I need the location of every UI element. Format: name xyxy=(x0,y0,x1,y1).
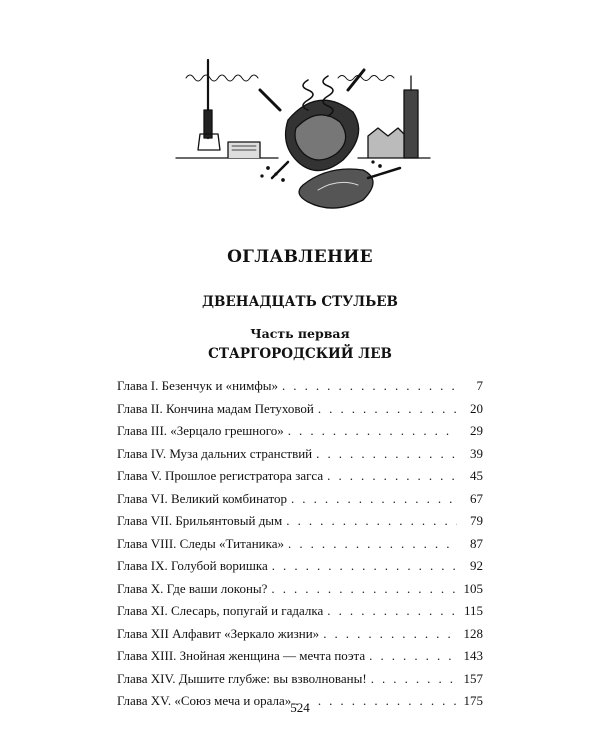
toc-entry-12[interactable] xyxy=(117,626,483,649)
chapter-title: Глава XIV. Дышите глубже: вы взволнованы! xyxy=(117,670,367,686)
part-title: СТАРГОРОДСКИЙ ЛЕВ xyxy=(208,346,392,362)
dot-leader xyxy=(282,378,457,394)
toc-list xyxy=(117,378,483,716)
chapter-page: 67 xyxy=(470,490,483,506)
chapter-page: 20 xyxy=(470,400,483,416)
chapter-title: Глава XIII. Знойная женщина — мечта поэта xyxy=(117,648,366,663)
chapter-page: 92 xyxy=(470,558,483,573)
chapter-title: Глава IX. Голубой воришка xyxy=(117,558,268,573)
chapter-title: Глава XII Алфавит «Зеркало жизни» xyxy=(117,625,320,641)
toc-entry-7[interactable] xyxy=(117,513,483,536)
toc-entry-8[interactable] xyxy=(117,536,483,559)
toc-entry-4[interactable] xyxy=(117,446,483,469)
toc-entry-9[interactable] xyxy=(117,558,483,581)
toc-title: ОГЛАВЛЕНИЕ xyxy=(227,247,373,267)
chapter-page: 45 xyxy=(470,468,483,483)
chapter-page: 105 xyxy=(463,580,483,596)
dot-leader xyxy=(323,626,457,642)
dot-leader xyxy=(286,513,457,529)
part-label: Часть первая xyxy=(250,326,350,341)
toc-entry-3[interactable] xyxy=(117,423,483,446)
dot-leader xyxy=(272,558,457,574)
chapter-title: Глава IV. Муза дальних странствий xyxy=(117,445,313,461)
chapter-page: 39 xyxy=(470,445,483,461)
toc-entry-13[interactable] xyxy=(117,648,483,671)
chapter-title: Глава I. Безенчук и «нимфы» xyxy=(117,378,278,393)
chapter-title: Глава XV. «Союз меча и орала» xyxy=(117,693,292,708)
chapter-title: Глава II. Кончина мадам Петуховой xyxy=(117,400,314,416)
dot-leader xyxy=(316,446,457,462)
toc-entry-1[interactable] xyxy=(117,378,483,401)
chapter-title: Глава X. Где ваши локоны? xyxy=(117,580,268,596)
chapter-page: 175 xyxy=(463,693,483,708)
chapter-title: Глава XI. Слесарь, попугай и гадалка xyxy=(117,603,324,618)
book-title: ДВЕНАДЦАТЬ СТУЛЬЕВ xyxy=(202,294,398,310)
chapter-page: 115 xyxy=(463,603,483,618)
chapter-title: Глава V. Прошлое регистратора загса xyxy=(117,468,324,483)
chapter-page: 87 xyxy=(470,535,483,551)
toc-entry-10[interactable] xyxy=(117,581,483,604)
chapter-page: 79 xyxy=(470,513,483,528)
chapter-title: Глава VI. Великий комбинатор xyxy=(117,490,287,506)
dot-leader xyxy=(318,401,457,417)
dot-leader xyxy=(371,671,457,687)
dot-leader xyxy=(291,491,457,507)
toc-entry-11[interactable] xyxy=(117,603,483,626)
chapter-title: Глава III. «Зерцало грешного» xyxy=(117,423,284,438)
dot-leader xyxy=(327,468,457,484)
chapter-page: 143 xyxy=(463,648,483,663)
chapter-page: 128 xyxy=(463,625,483,641)
dot-leader xyxy=(271,581,457,597)
dot-leader xyxy=(369,648,457,664)
chair-skyline-illustration xyxy=(168,50,438,220)
toc-entry-14[interactable] xyxy=(117,671,483,694)
dot-leader xyxy=(288,536,457,552)
chapter-page: 157 xyxy=(463,670,483,686)
chapter-page: 29 xyxy=(470,423,483,438)
dot-leader xyxy=(288,423,457,439)
chapter-title: Глава VIII. Следы «Титаника» xyxy=(117,535,285,551)
chapter-page: 7 xyxy=(476,378,483,393)
toc-entry-2[interactable] xyxy=(117,401,483,424)
toc-entry-5[interactable] xyxy=(117,468,483,491)
page-number: 524 xyxy=(290,700,310,715)
chapter-title: Глава VII. Брильянтовый дым xyxy=(117,513,283,528)
toc-entry-6[interactable] xyxy=(117,491,483,514)
dot-leader xyxy=(327,603,457,619)
